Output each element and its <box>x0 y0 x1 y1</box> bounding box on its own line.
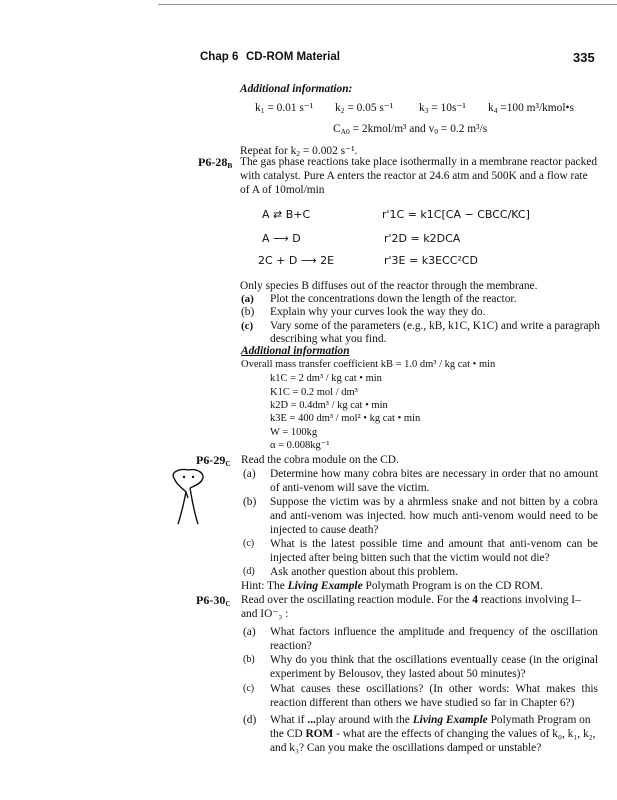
param-kB: Overall mass transfer coefficient kB = 1.0 dm³ / kg cat • min <box>241 359 496 370</box>
p28-item-c-tag: (c) <box>241 320 254 332</box>
p30-item-c-tag: (c) <box>243 683 255 694</box>
param-alpha: α = 0.008kg⁻¹ <box>270 440 330 451</box>
hint-living-example: Living Example <box>287 580 363 592</box>
p28-item-c: Vary some of the parameters (e.g., kB, k1C, K1C) and write a paragraph <box>270 320 600 332</box>
k2-text: = 0.05 s⁻¹ <box>347 102 394 114</box>
d-rom: ROM <box>305 728 334 740</box>
repeat-value: = 0.002 s⁻¹. <box>302 145 358 157</box>
p29-item-c: What is the latest possible time and amount that anti-venom can be injected after being bitten such that the victim would not die? <box>270 538 598 564</box>
rate-law-2: r'2D = k2DCA <box>384 232 461 245</box>
d-dots: ... <box>307 714 316 726</box>
problem-label-p6-28 <box>198 155 232 170</box>
p29-label-text: P6-29 <box>196 453 226 467</box>
p29-intro: Read the cobra module on the CD. <box>241 454 399 466</box>
repeat-line: Repeat for k2 = 0.002 s⁻¹. <box>240 145 358 158</box>
d-living-example: Living Example <box>412 714 488 726</box>
reaction-3: 2C + D ⟶ 2E <box>258 254 335 267</box>
p28-item-a-tag: (a) <box>241 293 254 305</box>
p28-item-c-cont: describing what you find. <box>270 333 387 345</box>
chapter-label: Chap 6 <box>200 51 239 63</box>
repeat-text: Repeat for k <box>240 145 297 157</box>
p30-intro-1: Read over the oscillating reaction module. For the <box>241 594 470 606</box>
p29-hint <box>241 579 543 593</box>
k3-value: k3 = 10s⁻¹ <box>419 102 466 115</box>
p30-item-b: Why do you think that the oscillations eventually cease (in the original experiment by Belousov, they lasted about 50 minutes)? <box>270 654 598 680</box>
p30-intro-cont: and IO⁻₃ : <box>241 608 289 620</box>
cobra-icon <box>166 468 210 528</box>
reaction-1: A ⇄ B+C <box>262 208 311 221</box>
p30-label-text: P6-30 <box>196 593 226 607</box>
section-title: CD-ROM Material <box>246 51 340 63</box>
p28-item-b-tag: (b) <box>241 306 255 318</box>
k1-value: k1 = 0.01 s⁻¹ <box>255 102 314 115</box>
p29-item-b-tag: (b) <box>243 496 257 508</box>
p30-item-a-tag: (a) <box>243 626 256 638</box>
vo-text: = 0.2 m³/s <box>440 123 488 135</box>
hint-pre: Hint: The <box>241 580 285 592</box>
page-number: 335 <box>573 50 595 65</box>
problem-label-p6-29 <box>196 453 231 468</box>
k4-value: k4 =100 m³/kmol•s <box>488 102 574 115</box>
param-k3E: k3E = 400 dm³ / mol² • kg cat • min <box>270 413 421 424</box>
k3-text: = 10s⁻¹ <box>431 102 466 114</box>
p29-item-a-tag: (a) <box>243 468 256 480</box>
problem-label-p6-30 <box>196 593 231 608</box>
p29-item-a: Determine how many cobra bites are necessary in order that no amount of anti-venom will save the victim. <box>270 468 598 494</box>
p29-item-d-tag: (d) <box>243 566 255 577</box>
d-effects: - what are the effects of changing the values of k₀, k₁, k₂, <box>336 728 596 740</box>
cao-line: CA0 = 2kmol/m³ and v0 = 0.2 m³/s <box>333 123 488 136</box>
d-play: play around with the <box>315 714 410 726</box>
k4-text: =100 m³/kmol•s <box>500 102 574 114</box>
p29-label-sub: C <box>225 459 231 468</box>
d-the-cd: the CD <box>270 728 303 740</box>
p30-item-a: What factors influence the amplitude and frequency of the oscillation reaction? <box>270 626 598 652</box>
rate-law-1: r'1C = k1C[CA − CBCC/KC] <box>382 208 530 221</box>
p28-line-1: The gas phase reactions take place isothermally in a membrane reactor packed <box>240 156 598 168</box>
p30-item-c: What causes these oscillations? (In other words: What makes this reaction different than others we have studied so far in Chapter 6?) <box>270 683 598 709</box>
p28-label-sub: B <box>227 161 233 170</box>
p29-item-b: Suppose the victim was by a ahrmless snake and not bitten by a cobra and anti-venom was injected. how much anti-venom would need to be injected to cause death? <box>270 496 598 536</box>
p30-item-d-line2 <box>270 727 596 741</box>
p30-item-d-line3: and k₃? Can you make the oscillations damped or unstable? <box>270 742 542 754</box>
p28-line-2: with catalyst. Pure A enters the reactor at 24.6 atm and 500K and a flow rate <box>240 170 588 182</box>
p29-item-d: Ask another question about this problem. <box>270 566 458 578</box>
p28-label-text: P6-28 <box>198 155 228 169</box>
p28-item-b: Explain why your curves look the way they do. <box>270 306 486 318</box>
p30-item-d-line1 <box>270 713 591 727</box>
k2-value: k2 = 0.05 s⁻¹ <box>335 102 394 115</box>
top-rule <box>158 4 617 5</box>
d-what-if: What if <box>270 714 305 726</box>
additional-information-heading: Additional information <box>241 345 350 357</box>
p30-intro <box>241 593 581 607</box>
p30-intro-2: reactions involving I– <box>480 594 581 606</box>
p30-label-sub: C <box>225 599 231 608</box>
param-W: W = 100kg <box>270 427 318 438</box>
p30-intro-bold: 4 <box>472 594 478 606</box>
param-k2D: k2D = 0.4dm³ / kg cat • min <box>270 400 388 411</box>
param-K1C: K1C = 0.2 mol / dm³ <box>270 387 358 398</box>
p30-item-b-tag: (b) <box>243 654 255 665</box>
p28-item-a: Plot the concentrations down the length of the reactor. <box>270 293 517 305</box>
rate-law-3: r'3E = k3ECC²CD <box>384 254 478 267</box>
p29-item-c-tag: (c) <box>243 538 255 549</box>
param-k1C: k1C = 2 dm³ / kg cat • min <box>270 373 382 384</box>
hint-post: Polymath Program is on the CD ROM. <box>365 580 544 592</box>
additional-info-heading: Additional information: <box>240 83 353 95</box>
d-polymath: Polymath Program on <box>490 714 591 726</box>
reaction-2: A ⟶ D <box>262 232 301 245</box>
p28-line-3: of A of 10mol/min <box>240 184 325 196</box>
p28-only-species: Only species B diffuses out of the reactor through the membrane. <box>240 280 538 292</box>
k1-text: = 0.01 s⁻¹ <box>267 102 314 114</box>
p30-item-d-tag: (d) <box>243 714 257 726</box>
cao-text: = 2kmol/m³ and v <box>352 123 435 135</box>
